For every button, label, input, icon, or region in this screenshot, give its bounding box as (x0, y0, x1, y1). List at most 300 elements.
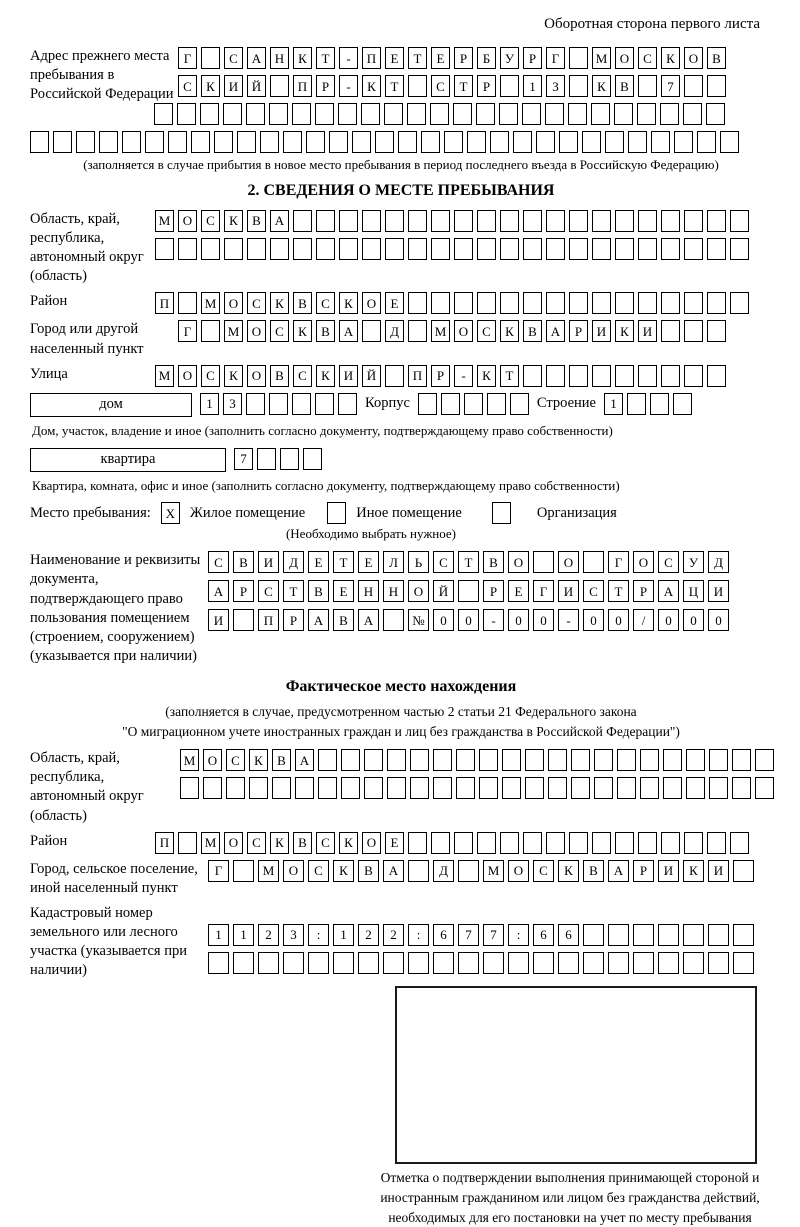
char-cell[interactable]: Г (608, 551, 629, 573)
char-cell[interactable]: Ц (683, 580, 704, 602)
char-cell[interactable]: С (316, 292, 335, 314)
char-cell[interactable]: А (658, 580, 679, 602)
char-cell[interactable]: 0 (458, 609, 479, 631)
char-cell[interactable] (615, 210, 634, 232)
char-cell[interactable] (418, 393, 437, 415)
char-cell[interactable]: С (178, 75, 197, 97)
char-cell[interactable]: П (408, 365, 427, 387)
char-cell[interactable] (638, 75, 657, 97)
char-cell[interactable]: В (358, 860, 379, 882)
char-cell[interactable] (341, 749, 360, 771)
char-cell[interactable]: М (483, 860, 504, 882)
char-cell[interactable]: С (316, 832, 335, 854)
char-cell[interactable] (361, 103, 380, 125)
char-cell[interactable]: И (339, 365, 358, 387)
char-cell[interactable] (226, 777, 245, 799)
char-cell[interactable]: Р (523, 47, 542, 69)
char-cell[interactable] (661, 320, 680, 342)
char-cell[interactable] (155, 238, 174, 260)
char-cell[interactable]: И (224, 75, 243, 97)
char-cell[interactable] (523, 238, 542, 260)
char-cell[interactable] (733, 924, 754, 946)
char-cell[interactable] (684, 292, 703, 314)
char-cell[interactable] (730, 210, 749, 232)
char-cell[interactable]: Е (333, 580, 354, 602)
char-cell[interactable] (333, 952, 354, 974)
char-cell[interactable] (487, 393, 506, 415)
char-cell[interactable] (730, 832, 749, 854)
char-cell[interactable] (467, 131, 486, 153)
char-cell[interactable] (525, 749, 544, 771)
char-cell[interactable] (270, 75, 289, 97)
char-cell[interactable]: - (483, 609, 504, 631)
char-cell[interactable] (456, 749, 475, 771)
char-cell[interactable]: С (533, 860, 554, 882)
char-cell[interactable]: Д (385, 320, 404, 342)
char-cell[interactable] (154, 103, 173, 125)
char-cell[interactable] (191, 131, 210, 153)
char-cell[interactable]: В (293, 292, 312, 314)
char-cell[interactable]: 1 (333, 924, 354, 946)
char-cell[interactable] (582, 131, 601, 153)
char-cell[interactable]: Т (608, 580, 629, 602)
char-cell[interactable] (686, 749, 705, 771)
char-cell[interactable] (730, 292, 749, 314)
char-cell[interactable]: С (270, 320, 289, 342)
char-cell[interactable]: 0 (683, 609, 704, 631)
char-cell[interactable]: О (408, 580, 429, 602)
char-cell[interactable]: : (308, 924, 329, 946)
char-cell[interactable] (408, 952, 429, 974)
char-cell[interactable]: - (339, 75, 358, 97)
char-cell[interactable]: О (454, 320, 473, 342)
char-cell[interactable]: С (247, 292, 266, 314)
char-cell[interactable] (338, 103, 357, 125)
char-cell[interactable]: О (224, 292, 243, 314)
char-cell[interactable] (237, 131, 256, 153)
char-cell[interactable] (201, 47, 220, 69)
char-cell[interactable] (224, 238, 243, 260)
char-cell[interactable]: О (283, 860, 304, 882)
char-cell[interactable]: К (362, 75, 381, 97)
char-cell[interactable] (661, 238, 680, 260)
char-cell[interactable] (730, 238, 749, 260)
char-cell[interactable]: С (293, 365, 312, 387)
char-cell[interactable]: О (558, 551, 579, 573)
char-cell[interactable]: А (608, 860, 629, 882)
char-cell[interactable]: С (201, 365, 220, 387)
char-cell[interactable] (499, 103, 518, 125)
char-cell[interactable]: К (224, 365, 243, 387)
char-cell[interactable] (249, 777, 268, 799)
char-cell[interactable]: С (224, 47, 243, 69)
char-cell[interactable]: 1 (200, 393, 219, 415)
char-cell[interactable]: 3 (283, 924, 304, 946)
char-cell[interactable] (569, 365, 588, 387)
char-cell[interactable] (523, 365, 542, 387)
char-cell[interactable] (583, 551, 604, 573)
char-cell[interactable]: Т (408, 47, 427, 69)
char-cell[interactable]: М (155, 365, 174, 387)
char-cell[interactable] (233, 609, 254, 631)
char-cell[interactable] (592, 210, 611, 232)
char-cell[interactable] (178, 238, 197, 260)
char-cell[interactable]: И (708, 860, 729, 882)
char-cell[interactable] (638, 832, 657, 854)
char-cell[interactable] (640, 749, 659, 771)
char-cell[interactable]: Р (454, 47, 473, 69)
char-cell[interactable] (533, 551, 554, 573)
apartment-type-box[interactable]: квартира (30, 448, 226, 472)
char-cell[interactable]: К (558, 860, 579, 882)
char-cell[interactable] (385, 210, 404, 232)
char-cell[interactable] (203, 777, 222, 799)
char-cell[interactable]: А (295, 749, 314, 771)
char-cell[interactable]: 7 (458, 924, 479, 946)
char-cell[interactable] (684, 75, 703, 97)
char-cell[interactable] (697, 131, 716, 153)
char-cell[interactable] (592, 365, 611, 387)
char-cell[interactable] (523, 210, 542, 232)
char-cell[interactable]: К (293, 47, 312, 69)
char-cell[interactable]: 6 (558, 924, 579, 946)
char-cell[interactable] (398, 131, 417, 153)
char-cell[interactable] (387, 777, 406, 799)
char-cell[interactable]: Е (358, 551, 379, 573)
char-cell[interactable]: Т (454, 75, 473, 97)
char-cell[interactable] (733, 952, 754, 974)
char-cell[interactable]: 0 (508, 609, 529, 631)
char-cell[interactable] (283, 952, 304, 974)
char-cell[interactable] (608, 952, 629, 974)
char-cell[interactable]: Й (362, 365, 381, 387)
char-cell[interactable]: К (339, 832, 358, 854)
char-cell[interactable]: Е (385, 832, 404, 854)
char-cell[interactable] (385, 238, 404, 260)
char-cell[interactable] (628, 131, 647, 153)
char-cell[interactable]: Н (270, 47, 289, 69)
char-cell[interactable]: Т (283, 580, 304, 602)
char-cell[interactable]: Н (358, 580, 379, 602)
char-cell[interactable] (431, 210, 450, 232)
char-cell[interactable]: В (333, 609, 354, 631)
char-cell[interactable] (617, 777, 636, 799)
char-cell[interactable] (546, 292, 565, 314)
char-cell[interactable] (384, 103, 403, 125)
char-cell[interactable]: А (383, 860, 404, 882)
char-cell[interactable]: В (247, 210, 266, 232)
char-cell[interactable]: Д (708, 551, 729, 573)
char-cell[interactable] (316, 210, 335, 232)
char-cell[interactable] (569, 47, 588, 69)
char-cell[interactable]: Г (178, 47, 197, 69)
stay-option-residential-checkbox[interactable]: X (161, 502, 180, 524)
char-cell[interactable] (258, 952, 279, 974)
char-cell[interactable]: Е (385, 47, 404, 69)
char-cell[interactable]: Г (533, 580, 554, 602)
char-cell[interactable] (408, 832, 427, 854)
char-cell[interactable]: И (708, 580, 729, 602)
char-cell[interactable] (546, 365, 565, 387)
char-cell[interactable]: К (477, 365, 496, 387)
char-cell[interactable]: О (203, 749, 222, 771)
char-cell[interactable] (508, 952, 529, 974)
char-cell[interactable]: Р (569, 320, 588, 342)
char-cell[interactable]: В (270, 365, 289, 387)
char-cell[interactable] (477, 292, 496, 314)
char-cell[interactable] (247, 238, 266, 260)
char-cell[interactable] (500, 75, 519, 97)
char-cell[interactable] (707, 365, 726, 387)
char-cell[interactable]: 6 (433, 924, 454, 946)
char-cell[interactable] (709, 749, 728, 771)
char-cell[interactable] (168, 131, 187, 153)
char-cell[interactable] (720, 131, 739, 153)
char-cell[interactable] (755, 777, 774, 799)
char-cell[interactable] (99, 131, 118, 153)
char-cell[interactable]: Т (458, 551, 479, 573)
char-cell[interactable]: Й (433, 580, 454, 602)
char-cell[interactable]: Г (546, 47, 565, 69)
char-cell[interactable] (569, 292, 588, 314)
char-cell[interactable] (476, 103, 495, 125)
char-cell[interactable] (661, 832, 680, 854)
char-cell[interactable]: М (155, 210, 174, 232)
char-cell[interactable] (387, 749, 406, 771)
char-cell[interactable] (583, 952, 604, 974)
char-cell[interactable] (627, 393, 646, 415)
char-cell[interactable]: О (362, 832, 381, 854)
char-cell[interactable]: О (178, 210, 197, 232)
char-cell[interactable] (569, 210, 588, 232)
char-cell[interactable] (145, 131, 164, 153)
char-cell[interactable]: О (615, 47, 634, 69)
char-cell[interactable] (583, 924, 604, 946)
char-cell[interactable] (490, 131, 509, 153)
char-cell[interactable] (658, 924, 679, 946)
char-cell[interactable] (214, 131, 233, 153)
char-cell[interactable] (594, 749, 613, 771)
char-cell[interactable] (233, 860, 254, 882)
char-cell[interactable]: Т (500, 365, 519, 387)
char-cell[interactable] (732, 749, 751, 771)
char-cell[interactable]: С (477, 320, 496, 342)
char-cell[interactable] (358, 952, 379, 974)
char-cell[interactable] (707, 75, 726, 97)
char-cell[interactable] (683, 924, 704, 946)
char-cell[interactable]: Д (283, 551, 304, 573)
char-cell[interactable] (663, 777, 682, 799)
char-cell[interactable] (303, 448, 322, 470)
char-cell[interactable]: 0 (608, 609, 629, 631)
house-type-box[interactable]: дом (30, 393, 192, 417)
char-cell[interactable] (592, 832, 611, 854)
char-cell[interactable] (755, 749, 774, 771)
char-cell[interactable] (638, 210, 657, 232)
char-cell[interactable]: Ь (408, 551, 429, 573)
char-cell[interactable] (673, 393, 692, 415)
char-cell[interactable]: 3 (223, 393, 242, 415)
char-cell[interactable]: Т (333, 551, 354, 573)
char-cell[interactable]: С (201, 210, 220, 232)
char-cell[interactable]: 0 (658, 609, 679, 631)
char-cell[interactable] (454, 210, 473, 232)
char-cell[interactable]: И (208, 609, 229, 631)
char-cell[interactable] (30, 131, 49, 153)
char-cell[interactable] (594, 777, 613, 799)
char-cell[interactable]: С (208, 551, 229, 573)
char-cell[interactable] (502, 777, 521, 799)
char-cell[interactable] (592, 292, 611, 314)
char-cell[interactable]: О (684, 47, 703, 69)
char-cell[interactable] (293, 210, 312, 232)
char-cell[interactable] (559, 131, 578, 153)
char-cell[interactable] (546, 238, 565, 260)
char-cell[interactable] (684, 320, 703, 342)
char-cell[interactable] (614, 103, 633, 125)
char-cell[interactable] (663, 749, 682, 771)
char-cell[interactable]: И (558, 580, 579, 602)
char-cell[interactable] (352, 131, 371, 153)
char-cell[interactable]: П (155, 292, 174, 314)
char-cell[interactable] (650, 393, 669, 415)
char-cell[interactable]: Р (477, 75, 496, 97)
stay-option-other-checkbox[interactable] (327, 502, 346, 524)
char-cell[interactable] (651, 131, 670, 153)
char-cell[interactable]: 2 (258, 924, 279, 946)
char-cell[interactable]: 2 (383, 924, 404, 946)
char-cell[interactable] (591, 103, 610, 125)
char-cell[interactable] (615, 292, 634, 314)
char-cell[interactable] (545, 103, 564, 125)
char-cell[interactable]: 0 (583, 609, 604, 631)
char-cell[interactable] (500, 238, 519, 260)
char-cell[interactable]: Р (283, 609, 304, 631)
char-cell[interactable]: В (233, 551, 254, 573)
char-cell[interactable]: Г (178, 320, 197, 342)
char-cell[interactable]: Й (247, 75, 266, 97)
char-cell[interactable] (571, 777, 590, 799)
char-cell[interactable] (707, 210, 726, 232)
char-cell[interactable] (453, 103, 472, 125)
char-cell[interactable] (569, 238, 588, 260)
char-cell[interactable]: К (592, 75, 611, 97)
char-cell[interactable]: Н (383, 580, 404, 602)
char-cell[interactable] (569, 75, 588, 97)
char-cell[interactable] (408, 320, 427, 342)
char-cell[interactable] (341, 777, 360, 799)
char-cell[interactable]: П (362, 47, 381, 69)
char-cell[interactable] (441, 393, 460, 415)
char-cell[interactable]: И (592, 320, 611, 342)
char-cell[interactable] (500, 832, 519, 854)
char-cell[interactable] (684, 365, 703, 387)
char-cell[interactable] (548, 777, 567, 799)
char-cell[interactable] (674, 131, 693, 153)
char-cell[interactable]: Р (483, 580, 504, 602)
char-cell[interactable] (339, 238, 358, 260)
char-cell[interactable] (477, 210, 496, 232)
char-cell[interactable] (383, 609, 404, 631)
char-cell[interactable]: У (683, 551, 704, 573)
char-cell[interactable] (362, 210, 381, 232)
char-cell[interactable] (180, 777, 199, 799)
char-cell[interactable] (707, 238, 726, 260)
char-cell[interactable] (444, 131, 463, 153)
char-cell[interactable] (708, 952, 729, 974)
char-cell[interactable] (477, 238, 496, 260)
char-cell[interactable] (208, 952, 229, 974)
char-cell[interactable] (293, 238, 312, 260)
char-cell[interactable]: 7 (483, 924, 504, 946)
char-cell[interactable] (408, 860, 429, 882)
char-cell[interactable] (315, 103, 334, 125)
char-cell[interactable] (295, 777, 314, 799)
char-cell[interactable]: К (333, 860, 354, 882)
char-cell[interactable]: У (500, 47, 519, 69)
char-cell[interactable] (617, 749, 636, 771)
char-cell[interactable]: 7 (661, 75, 680, 97)
char-cell[interactable]: С (431, 75, 450, 97)
char-cell[interactable] (269, 103, 288, 125)
char-cell[interactable] (431, 292, 450, 314)
char-cell[interactable] (458, 860, 479, 882)
char-cell[interactable] (569, 832, 588, 854)
char-cell[interactable] (408, 238, 427, 260)
char-cell[interactable]: В (615, 75, 634, 97)
char-cell[interactable]: Р (316, 75, 335, 97)
char-cell[interactable] (318, 777, 337, 799)
char-cell[interactable] (362, 320, 381, 342)
char-cell[interactable]: Д (433, 860, 454, 882)
char-cell[interactable] (464, 393, 483, 415)
char-cell[interactable]: К (661, 47, 680, 69)
char-cell[interactable]: И (258, 551, 279, 573)
char-cell[interactable] (568, 103, 587, 125)
char-cell[interactable] (684, 210, 703, 232)
char-cell[interactable] (522, 103, 541, 125)
char-cell[interactable] (316, 238, 335, 260)
char-cell[interactable] (383, 952, 404, 974)
char-cell[interactable] (454, 238, 473, 260)
char-cell[interactable] (500, 210, 519, 232)
char-cell[interactable]: К (270, 292, 289, 314)
char-cell[interactable] (658, 952, 679, 974)
char-cell[interactable] (510, 393, 529, 415)
char-cell[interactable] (408, 210, 427, 232)
char-cell[interactable] (362, 238, 381, 260)
char-cell[interactable]: 3 (546, 75, 565, 97)
char-cell[interactable]: О (508, 860, 529, 882)
char-cell[interactable] (292, 393, 311, 415)
char-cell[interactable]: Р (633, 860, 654, 882)
char-cell[interactable] (338, 393, 357, 415)
char-cell[interactable] (571, 749, 590, 771)
char-cell[interactable]: К (270, 832, 289, 854)
char-cell[interactable]: В (316, 320, 335, 342)
char-cell[interactable] (308, 952, 329, 974)
char-cell[interactable]: П (155, 832, 174, 854)
char-cell[interactable] (272, 777, 291, 799)
char-cell[interactable]: Е (508, 580, 529, 602)
char-cell[interactable]: П (293, 75, 312, 97)
char-cell[interactable] (683, 952, 704, 974)
char-cell[interactable] (732, 777, 751, 799)
char-cell[interactable] (686, 777, 705, 799)
char-cell[interactable]: В (483, 551, 504, 573)
char-cell[interactable]: М (258, 860, 279, 882)
char-cell[interactable] (385, 365, 404, 387)
